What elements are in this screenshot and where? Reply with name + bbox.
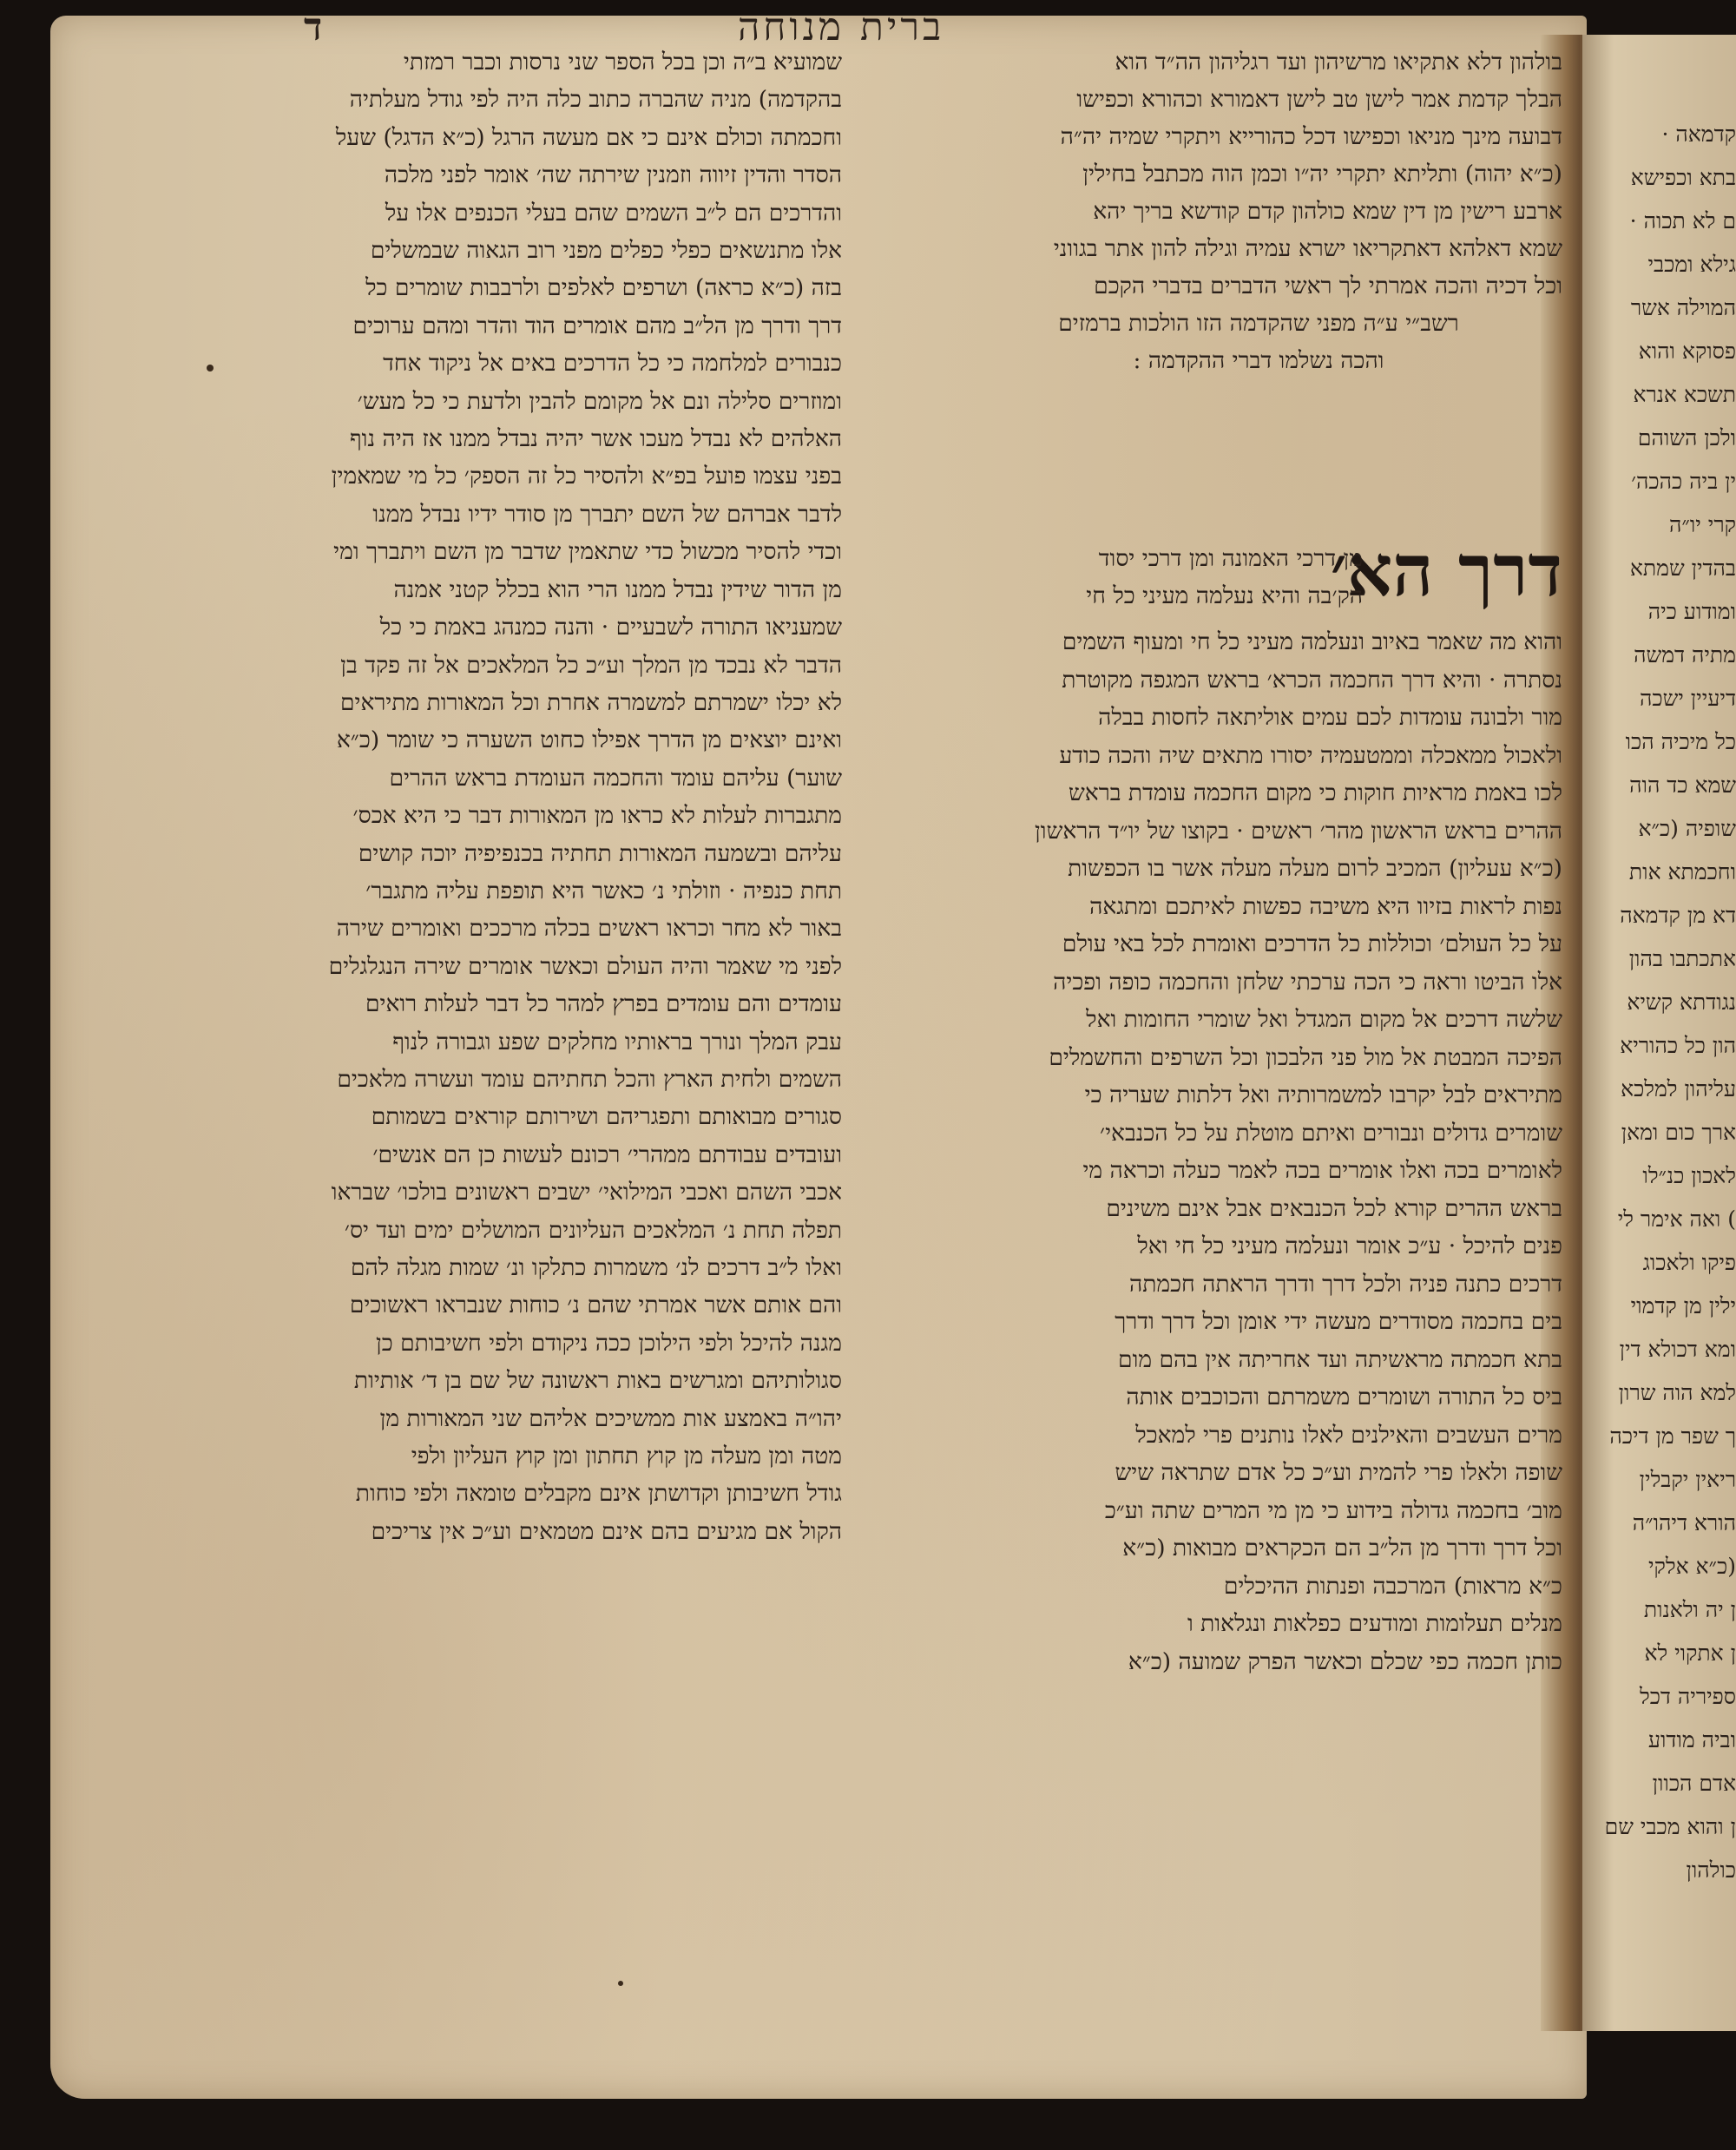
text-line: מתיה דמשה	[1634, 642, 1736, 667]
text-line: בזה (כ״א כראה) ושרפים לאלפים ולרבבות שומרים כל	[365, 274, 842, 302]
text-line: בתא חכמתה מראשיתה ועד אחריתה אין בהם מום	[1118, 1345, 1562, 1373]
text-line: המוילה אשר	[1630, 295, 1736, 320]
text-line: מתיראים לבל יקרבו למשמרותיה ואל דלתות שעריה כי	[1084, 1082, 1562, 1108]
text-line: על כל העולם׳ וכוללות כל הדרכים ואומרת לכל באי עולם	[1062, 930, 1562, 957]
text-line: פסוקא והוא	[1638, 339, 1736, 364]
text-line: לאכון כנ״לו	[1642, 1163, 1736, 1188]
text-line: ך שפר מן דיכה	[1609, 1423, 1736, 1449]
text-line: ספיריה דכל	[1640, 1684, 1736, 1709]
text-line: קדמאה ·	[1661, 122, 1736, 147]
text-line: דבועה מינך מניאו וכפישו דכל כהורייא ויתקרי שמיה יה״ה	[1060, 123, 1562, 150]
text-line: אכבי השהם ואכבי המילואי׳ ישבים ראשונים בולכו׳ שבראו	[331, 1179, 842, 1206]
text-line: לדבר אברהם של השם יתברך מן סודר ידיו נבדל ממנו	[372, 500, 842, 528]
text-line: רשב״י ע״ה מפני שהקדמה הזו הולכות ברמזים	[1058, 310, 1459, 337]
text-line: הורא דיהו״ה	[1632, 1510, 1736, 1535]
facing-page-text	[1588, 113, 1736, 1892]
text-line: (כ״א אלקי	[1647, 1554, 1736, 1579]
text-line: לאומרים בכה ואלו אומרים בכה לאמר כעלה וכראה מי	[1082, 1157, 1562, 1184]
text-line: והדרכים הם ל״ב השמים שהם בעלי הכנפים אלו על	[385, 199, 842, 227]
text-line: האלהים לא נבדל מעכו אשר יהיה נבדל ממנו אז היה נוף	[349, 425, 842, 453]
text-line: הסדר והדין זיווה וזמנין שירתה שה׳ אומר לפני מלכה	[384, 161, 842, 189]
text-line: ומודוע כיה	[1647, 599, 1736, 624]
wormhole-mark	[207, 365, 214, 371]
text-line: באור לא מחר וכראו ראשים בכלה מרככים ואומרים שירה	[336, 915, 842, 943]
text-line: מתגברות לעלות לא כראו מן המאורות דבר כי היא אכס׳	[352, 802, 842, 830]
text-line: מגנה להיכל ולפי הילוכן ככה ניקודם ולפי חשיבותם כן	[375, 1329, 842, 1357]
text-line: דא מן קדמאה	[1620, 903, 1736, 928]
text-line: דרך ודרך מן הל״ב מהם אומרים הוד והדר ומהם ערוכים	[352, 312, 842, 339]
text-line: עליהם ובשמעה המאורות תחתיה בכנפיפיה יוכה קושים	[358, 839, 842, 867]
text-line: לכו באמת מראיות חוקות כי מקום החכמה עומדת בראש	[1069, 779, 1562, 806]
text-line: ההרים בראש הראשון מהר׳ ראשים · בקוצו של יו״ד הראשון	[1035, 817, 1562, 845]
left-text-column	[213, 43, 842, 1550]
running-title: ברית מנוחה	[738, 5, 945, 49]
text-line: ין ביה כהכה׳	[1631, 469, 1736, 494]
text-line: הקול אם מגיעים בהם אינם מטמאים וע״כ אין צריכים	[371, 1517, 842, 1545]
text-line: שוער) עליהם עומד והחכמה העומדת בראש ההרים	[389, 764, 842, 792]
text-line: וכדי להסיר מכשול כדי שתאמין שדבר מן השם ויתברך ומי	[333, 538, 842, 566]
text-line: ומוזרים סלילה ונם אל מקומם להבין ולדעת כי כל מעש׳	[357, 387, 842, 415]
text-line: פנים להיכל · ע״כ אומר ונעלמה מעיני כל חי ואל	[1137, 1233, 1562, 1259]
running-header	[0, 5, 1736, 49]
text-line: שמא דאלהא דאתקריאו ישרא עמיה וגילה להון אתר בגווני	[1053, 235, 1562, 262]
text-line: פיקו ולאכוג	[1642, 1250, 1736, 1275]
text-line: הון כל כהוריא	[1620, 1033, 1736, 1058]
subtitle-line: מן דרכי האמונה ומן דרכי יסוד	[1098, 545, 1363, 572]
text-line: נגודתא קשיא	[1627, 990, 1736, 1015]
text-line: ילין מן קדמוי	[1630, 1293, 1736, 1318]
text-line: ם לא תכוה ·	[1629, 208, 1736, 233]
text-line: מרים העשבים והאילנים לאלו נותנים פרי למאכל	[1135, 1421, 1562, 1449]
text-line: למא הוה שרון	[1618, 1380, 1736, 1405]
text-line: תחת כנפיה · וזולתי נ׳ כאשר היא תופפת עליה מתגבר׳	[365, 877, 842, 904]
text-line: אלו מתנשאים כפלי כפלים מפני רוב הגאוה שבמשלים	[370, 237, 842, 265]
text-line: שופה ולאלו פרי להמית וע״כ כל אדם שתראה שיש	[1115, 1459, 1562, 1486]
text-line: לא יכלו ישמרתם למשמרה אחרת וכל המאורות מתיראים	[339, 688, 842, 716]
text-line: עליהון למלכא	[1621, 1076, 1736, 1101]
section-subtitle	[963, 540, 1363, 615]
text-line: מוב׳ בחכמה גדולה בידוע כי מן מי המרים שתה וע״כ	[1104, 1496, 1562, 1524]
text-line: דרכים כתנה פניה ולכל דרך ודרך הראתה חכמתה	[1128, 1270, 1562, 1298]
text-line: ולכן השוהם	[1637, 425, 1736, 450]
text-line: מור ולבונה עומדות לכם עמים אוליתאה לחסות בבלה	[1098, 704, 1562, 731]
text-line: כל מיכיה הכו	[1625, 729, 1736, 754]
text-line: שלשה דרכים אל מקום המגדל ואל שומרי החומות ואל	[1086, 1006, 1562, 1033]
text-line: שמעניאו התורה לשבעיים · והנה כמנהג באמת כי כל	[379, 614, 842, 641]
text-line: השמים ולחית הארץ והכל תחתיהם עומד ועשרה מלאכים	[337, 1065, 842, 1093]
text-line: יהו״ה באמצע אות ממשיכים אליהם שני המאורות מן	[379, 1404, 842, 1432]
text-line: ריאין יקבלין	[1639, 1467, 1736, 1492]
text-line: וחכמתא אות	[1628, 859, 1736, 884]
text-line: שמועיא ב״ה וכן בכל הספר שני נרסות וכבר רמזתי	[403, 49, 842, 76]
text-line: בפני עצמו פועל בפ״א ולהסיר כל זה הספק׳ כל מי שמאמין	[331, 463, 842, 490]
right-top-text-block	[955, 43, 1562, 379]
text-line: שופיה (כ״א	[1638, 816, 1736, 841]
text-line: ואלו ל״ב דרכים לנ׳ משמרות כתלקו ונ׳ שמות מגלה להם	[350, 1254, 842, 1281]
text-line: סגורים מבואותם ותפגריהם ושירותם קוראים בשמותם	[371, 1103, 842, 1131]
text-line: והכה נשלמו דברי ההקדמה :	[1133, 347, 1384, 374]
text-line: בהדין שמתא	[1629, 556, 1736, 581]
text-line: נפות לראות בזיוו היא משיבה כפשות לאיתכם ומתגאה	[1089, 892, 1562, 920]
text-line: מטה ומן מעלה מן קוץ תחתון ומן קוץ העליון ולפי	[411, 1443, 842, 1470]
text-line: גילא ומכבי	[1647, 252, 1736, 277]
text-line: עומדים והם עומדים בפרץ למהר כל דבר לעלות רואים	[365, 990, 842, 1018]
text-line: ן יה ולאנות	[1643, 1597, 1736, 1622]
text-line: כנבורים למלחמה כי כל הדרכים באים אל ניקוד אחד	[383, 350, 842, 378]
text-line: כולהון	[1686, 1857, 1736, 1883]
text-line: כ״א מראות) המרכבה ופנתות ההיכלים	[1223, 1572, 1562, 1600]
text-line: אדם הכוון	[1652, 1771, 1736, 1796]
text-line: הדבר לא נבכד מן המלך וע״כ כל המלאכים אל זה פקד בן	[340, 651, 842, 679]
text-line: וכל דכיה והכה אמרתי לך ראשי הדברים בדברי הקכם	[1094, 273, 1562, 299]
text-line: לפני מי שאמר והיה העולם וכאשר אומרים שירה הנגלגלים	[328, 952, 842, 980]
text-line: ולאכול ממאכלה וממטעמיה יסורו מתאים שיה והכה כודע	[1059, 741, 1562, 769]
text-line: בראש ההרים קורא לכל הכנבאים אבל אינם משינים	[1106, 1194, 1562, 1222]
text-line: הפיכה המבטת אל מול פני הלבכון וכל השרפים והחשמלים	[1049, 1043, 1562, 1071]
text-line: (כ״א יהוה) ותליתא יתקרי יה״ו וכמן הוה מכתבל בחילין	[1082, 161, 1562, 187]
text-line: עבק המלך ונורך בראותיו מחלקים שפע וגבורה לנוף	[392, 1028, 842, 1055]
text-line: מנלים תעלומות ומודעים כפלאות ונגלאות ו	[1187, 1610, 1562, 1637]
text-line: והוא מה שאמר באיוב ונעלמה מעיני כל חי ומעוף השמים	[1062, 628, 1562, 655]
text-line: ואינם יוצאים מן הדרך אפילו כחוט השערה כי שומר (כ״א	[336, 727, 842, 754]
text-line: ן והוא מכבי שם	[1604, 1814, 1736, 1839]
text-line: קרי יו״ה	[1669, 512, 1736, 537]
text-line: שומרים גדולים ונבורים ואיתם מוטלת על כל הכנבאי׳	[1099, 1119, 1562, 1147]
text-line: ארך כום ומאן	[1621, 1120, 1736, 1145]
text-line: ועובדים עבודתם ממהרי׳ רכונם לעשות כן הם אנשים׳	[372, 1141, 842, 1168]
text-line: כותן חכמה כפי שכלם וכאשר הפרק שמועה (כ״א	[1128, 1647, 1562, 1675]
text-line: והם אותם אשר אמרתי שהם נ׳ כוחות שנבראו ראשוכים	[349, 1292, 842, 1319]
text-line: וכל דרך ודרך מן הל״ב הם הכקראים מבואות (כ״א	[1122, 1535, 1562, 1562]
text-line: ן אתקוי לא	[1644, 1640, 1736, 1666]
text-line: בתא וכפישא	[1630, 165, 1736, 190]
text-line: דיעיין ישכה	[1639, 686, 1736, 711]
subtitle-line: הק׳בה והיא נעלמה מעיני כל חי	[1086, 582, 1363, 609]
text-line: אתכתבו בהון	[1628, 946, 1736, 971]
text-line: ארבע רישין מן דין שמא כולהון קדם קודשא בריך יהא	[1093, 198, 1562, 225]
text-line: וחכמתה וכולם אינם כי אם מעשה הרגל (כ״א הדגל) שעל	[335, 123, 842, 151]
text-line: גודל חשיבותן וקדושתן אינם מקבלים טומאה ולפי כוחות	[355, 1480, 842, 1508]
section-heading	[955, 529, 1562, 625]
text-line: וביה מודוע	[1647, 1727, 1736, 1752]
text-line: בים בחכמה מסודרים מעשה ידי אומן וכל דרך ודרך	[1115, 1308, 1562, 1335]
folio-number: ד	[304, 5, 323, 49]
text-line: ומא דכולא דין	[1619, 1337, 1736, 1362]
wormhole-mark	[618, 1981, 623, 1986]
text-line: אלו הביטו וראה כי הכה ערכתי שלחן והחכמה כופה ופכיה	[1053, 968, 1562, 996]
text-line: מן הדור שידין נבדל ממנו הרי הוא בכלל קטני אמנה	[393, 575, 842, 603]
right-body-text-column	[955, 623, 1562, 1680]
text-line: בולהון דלא אתקיאו מרשיהון ועד רגליהון הה״ד הוא	[1115, 49, 1562, 76]
text-line: בהקדמה) מניה שהברה כתוב כלה היה לפי גודל מעלתיה	[349, 86, 842, 114]
text-line: נסתרה · והיא דרך החכמה הכרא׳ בראש המגפה מקוטרת	[1062, 666, 1562, 694]
text-line: הבלך קדמת אמר לישן טב לישן דאמורא וכהורא וכפישו	[1076, 86, 1562, 113]
text-line: תשכא אנרא	[1633, 382, 1736, 407]
text-line: סגולותיהם ומגרשים באות ראשונה של שם בן ד׳ אותיות	[353, 1367, 842, 1395]
text-line: תפלה תחת נ׳ המלאכים העליונים המושלים ימים ועד יס׳	[344, 1216, 842, 1244]
text-line: ביס כל התורה ושומרים משמרתם והכוכבים אותה	[1126, 1384, 1562, 1410]
text-line: ) ואה אימר לי	[1617, 1206, 1736, 1232]
text-line: שמא כד הוה	[1629, 773, 1736, 798]
section-title: דרך הא׳	[1330, 529, 1562, 613]
text-line: (כ״א עעליון) המכיב לרום מעלה מעלה אשר בו הכפשות	[1068, 855, 1562, 882]
